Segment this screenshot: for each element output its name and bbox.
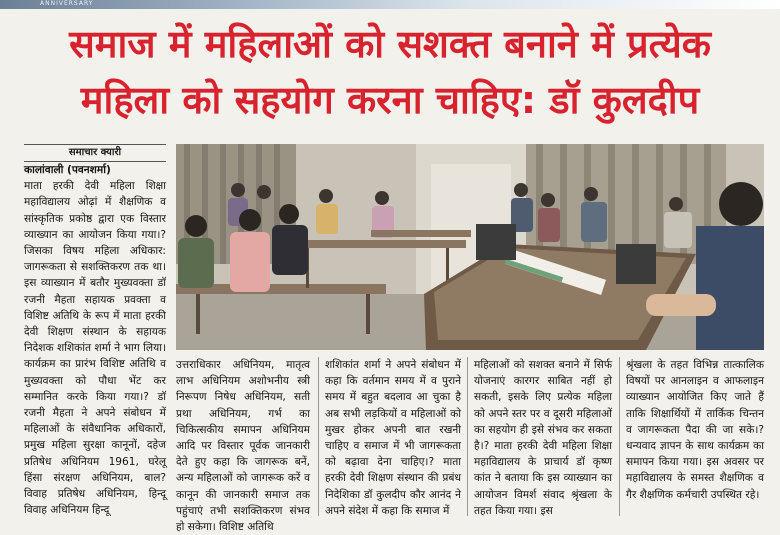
column-rule [467, 357, 468, 516]
headline-line-1: समाज में महिलाओं को सशक्त बनाने में प्रत्येक [69, 22, 711, 66]
event-photo [176, 144, 764, 350]
column-rule [619, 357, 620, 516]
column-rule [318, 357, 319, 516]
event-photo-image [176, 144, 764, 350]
article-column-3: शशिकांत शर्मा ने अपने संबोधन में कहा कि वर्तमान समय में व पुराने समय में बहुत बदलाव आ चुका है अब सभी लड़कियों व महिलाओं को मुखर होकर अपनी बात रखनी चाहिए व समाज में भी जागरूकता को बढ़ावा देना चाहिए।? माता हरकी देवी शिक्षण संस्थान की प्रबंध निदेशिका डॉ कुलदीप कौर आनंद ने अपने संदेश में कहा कि समाज में [325, 359, 461, 517]
article-column-5: श्रृंखला के तहत विभिन्न तात्कालिक विषयों पर आनलाइन व आफलाइन व्याख्यान आयोजित किए जाते हैं ताकि शिक्षार्थियों में तार्किक चिन्तन व जागरूकता पैदा की जा सके।? धन्यवाद ज्ञापन के साथ कार्यक्रम का समापन किया गया। इस अवसर पर महाविद्यालय के समस्त शैक्षणिक व गैर शैक्षणिक कर्मचारी उपस्थित रहे। [626, 359, 764, 501]
masthead-label: ANNIVERSARY [40, 0, 94, 7]
article-column-1 [24, 162, 166, 516]
article-column-2: उत्तराधिकार अधिनियम, मातृत्व लाभ अधिनियम अशोभनीय स्त्री निरूपण निषेध अधिनियम, सती प्रथा अधिनियम, गर्भ का चिकित्सकीय समापन अधिनियम आदि पर विस्तार पूर्वक जानकारी देते हुए कहा कि जागरूक बनें, अन्य महिलाओं को जागरूक करें व कानून की जानकारी समाज तक पहुंचाएं तभी सशक्तिकरण संभव हो सकेगा। विशिष्ट अतिथि [176, 359, 310, 534]
dateline: कालांवाली (पवनशर्मा) [24, 164, 111, 176]
article-column-4: महिलाओं को सशक्त बनाने में सिर्फ योजनाएं कारगर साबित नहीं हो सकती, इसके लिए प्रत्येक महिला को अपने स्तर पर व दूसरी महिलाओं का सहयोग ही इसे संभव कर सकता है।? माता हरकी देवी महिला शिक्षा महाविद्यालय के प्राचार्य डॉ कृष्ण कांत ने बताया कि इस व्याख्यान का आयोजन विमर्श संवाद श्रृंखला के तहत किया गया। इस [474, 359, 612, 517]
article-text-1: माता हरकी देवी महिला शिक्षा महाविद्यालय ओढ़ां में शैक्षणिक व सांस्कृतिक प्रकोष्ठ द्वारा एक विस्तार व्याख्यान का आयोजन किया गया।? जिसका विषय महिला अधिकार: जागरूकता से सशक्तिकरण तक था। इस व्याख्यान में बतौर मुख्यवक्ता डॉ रजनी मैहता सहायक प्रवक्ता व विशिष्ट अतिथि के रूप में माता हरकी देवी शिक्षण संस्थान के सहायक निदेशक शशिकांत शर्मा ने भाग लिया। कार्यक्रम का प्रारंभ विशिष्ट अतिथि व मुख्यवक्ता को पौधा भेंट कर सम्मानित करके किया गया।? डॉ रजनी मैहता ने अपने संबोधन में महिलाओं के संवैधानिक अधिकारों, प्रमुख महिला सुरक्षा कानूनों, दहेज प्रतिषेध अधिनियम 1961, घरेलू हिंसा संरक्षण अधिनियम, बाल? विवाह प्रतिषेध अधिनियम, हिन्दू विवाह अधिनियम हिन्दू [24, 180, 166, 517]
byline-source: समाचार क्यारी [24, 144, 166, 162]
headline [0, 16, 780, 128]
headline-line-2: महिला को सहयोग करना चाहिए: डॉ कुलदीप [80, 78, 700, 122]
masthead-band [0, 0, 780, 9]
